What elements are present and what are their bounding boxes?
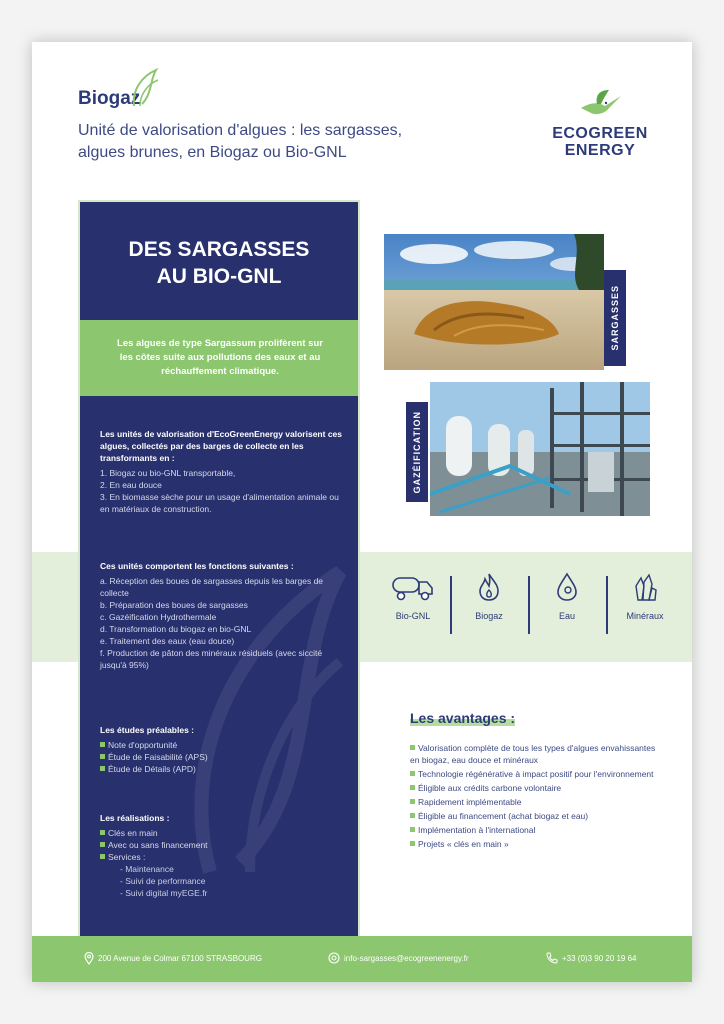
- realisation-item: Avec ou sans financement: [108, 840, 208, 850]
- intro-item: 3. En biomasse sèche pour un usage d'alimentation animale ou en matériaux de construction.: [100, 492, 339, 514]
- highlight-text: Les algues de type Sargassum prolifèrent sur les côtes suite aux pollutions des eaux et au réchauffement climatique.: [117, 338, 323, 377]
- functions-heading: Ces unités comportent les fonctions suivantes :: [100, 561, 294, 571]
- intro-item: 1. Biogaz ou bio-GNL transportable,: [100, 468, 236, 478]
- footer-address-text: 200 Avenue de Colmar 67100 STRASBOURG: [98, 954, 262, 963]
- advantages-title-text: Les avantages :: [410, 710, 516, 726]
- functions-section: [100, 560, 346, 671]
- function-item: c. Gazéification Hydrothermale: [100, 612, 217, 622]
- advantages-title: [410, 710, 515, 726]
- realisations-heading: Les réalisations :: [100, 813, 170, 823]
- gazeification-photo: [430, 382, 650, 516]
- panel-title: [80, 236, 358, 290]
- gazeification-photo-art: [430, 382, 650, 516]
- advantage-item: Éligible au financement (achat biogaz et eau): [418, 811, 589, 821]
- document-subtitle: Unité de valorisation d'algues : les sargasses, algues brunes, en Biogaz ou Bio-GNL: [78, 122, 403, 161]
- function-item: b. Préparation des boues de sargasses: [100, 600, 248, 610]
- bullet-square: [100, 754, 105, 759]
- sargasses-label-text: SARGASSES: [610, 285, 620, 351]
- bullet-square: [100, 842, 105, 847]
- brochure-page: [32, 42, 692, 982]
- tanker-truck-icon: [391, 572, 435, 602]
- phone-icon: [546, 952, 558, 964]
- studies-heading: Les études préalables :: [100, 725, 195, 735]
- function-item: a. Réception des boues de sargasses depuis les barges de collecte: [100, 576, 324, 598]
- sargasses-photo: [384, 234, 604, 370]
- footer-email[interactable]: [328, 952, 468, 964]
- panel-title-line1: DES SARGASSES: [128, 238, 310, 261]
- advantages-list: [410, 742, 660, 852]
- bullet-square: [100, 854, 105, 859]
- bullet-square: [410, 745, 415, 750]
- water-drop-icon: [552, 572, 582, 602]
- footer-phone-text[interactable]: +33 (0)3 90 20 19 64: [562, 953, 637, 963]
- bullet-square: [410, 827, 415, 832]
- ecogreen-logo: [540, 88, 660, 159]
- icon-label: Biogaz: [475, 611, 503, 621]
- icon-divider: [606, 576, 608, 634]
- sargasses-label: [604, 270, 626, 366]
- crystal-icon: [630, 572, 660, 602]
- highlight-box: [78, 320, 360, 396]
- advantage-item: Éligible aux crédits carbone volontaire: [418, 783, 562, 793]
- realisation-item: Services :: [108, 852, 146, 862]
- bullet-square: [100, 766, 105, 771]
- logo-text-line1: ECOGREEN: [552, 125, 648, 142]
- footer-phone[interactable]: [546, 952, 637, 964]
- at-sign-icon: [328, 952, 340, 964]
- service-item: - Suivi de performance: [120, 876, 206, 886]
- icon-divider: [450, 576, 452, 634]
- footer-email-text[interactable]: info-sargasses@ecogreenenergy.fr: [344, 953, 469, 963]
- document-title: Biogaz: [78, 88, 141, 109]
- bullet-square: [410, 799, 415, 804]
- bullet-square: [410, 771, 415, 776]
- bullet-square: [100, 742, 105, 747]
- leaf-swirl-icon: [128, 66, 164, 108]
- icon-item-eau: [532, 572, 602, 621]
- sargasses-photo-art: [384, 234, 604, 370]
- flame-icon: [474, 572, 504, 602]
- service-item: - Suivi digital myEGE.fr: [120, 888, 208, 898]
- advantage-item: Projets « clés en main »: [418, 839, 509, 849]
- gazeification-label-text: GAZÉIFICATION: [412, 410, 422, 494]
- gazeification-label: [406, 402, 428, 502]
- icon-label: Eau: [558, 611, 575, 621]
- intro-heading: Les unités de valorisation d'EcoGreenEnergy valorisent ces algues, collectés par des barges de collecte en les transformants en :: [100, 429, 342, 463]
- bullet-square: [100, 830, 105, 835]
- advantage-item: Valorisation complète de tous les types d'algues envahissantes en biogaz, eau douce et minéraux: [410, 743, 656, 765]
- bullet-square: [410, 785, 415, 790]
- advantage-item: Implémentation à l'international: [418, 825, 536, 835]
- bullet-square: [410, 813, 415, 818]
- realisations-section: [100, 812, 346, 899]
- function-item: f. Production de pâton des minéraux résiduels (avec siccité jusqu'à 95%): [100, 648, 323, 670]
- info-panel: [78, 200, 360, 938]
- panel-title-line2: AU BIO-GNL: [156, 265, 282, 288]
- icon-item-mineraux: [610, 572, 680, 621]
- hummingbird-icon: [575, 88, 625, 120]
- study-item: Étude de Détails (APD): [108, 764, 196, 774]
- icon-item-bio-gnl: [378, 572, 448, 621]
- intro-item: 2. En eau douce: [100, 480, 162, 490]
- icon-label: Minéraux: [626, 611, 664, 621]
- service-item: - Maintenance: [120, 864, 174, 874]
- intro-section: [100, 428, 346, 515]
- icons-row: [378, 572, 678, 642]
- footer: [32, 936, 692, 982]
- bullet-square: [410, 841, 415, 846]
- function-item: d. Transformation du biogaz en bio-GNL: [100, 624, 252, 634]
- location-pin-icon: [84, 952, 94, 965]
- logo-text-line2: ENERGY: [564, 142, 636, 159]
- study-item: Note d'opportunité: [108, 740, 178, 750]
- advantage-item: Technologie régénérative à impact positif pour l'environnement: [418, 769, 654, 779]
- footer-address: [84, 952, 262, 965]
- advantage-item: Rapidement implémentable: [418, 797, 522, 807]
- icon-item-biogaz: [454, 572, 524, 621]
- function-item: e. Traitement des eaux (eau douce): [100, 636, 235, 646]
- icon-divider: [528, 576, 530, 634]
- studies-section: [100, 724, 346, 775]
- icon-label: Bio-GNL: [395, 611, 431, 621]
- realisation-item: Clés en main: [108, 828, 158, 838]
- study-item: Étude de Faisabilité (APS): [108, 752, 208, 762]
